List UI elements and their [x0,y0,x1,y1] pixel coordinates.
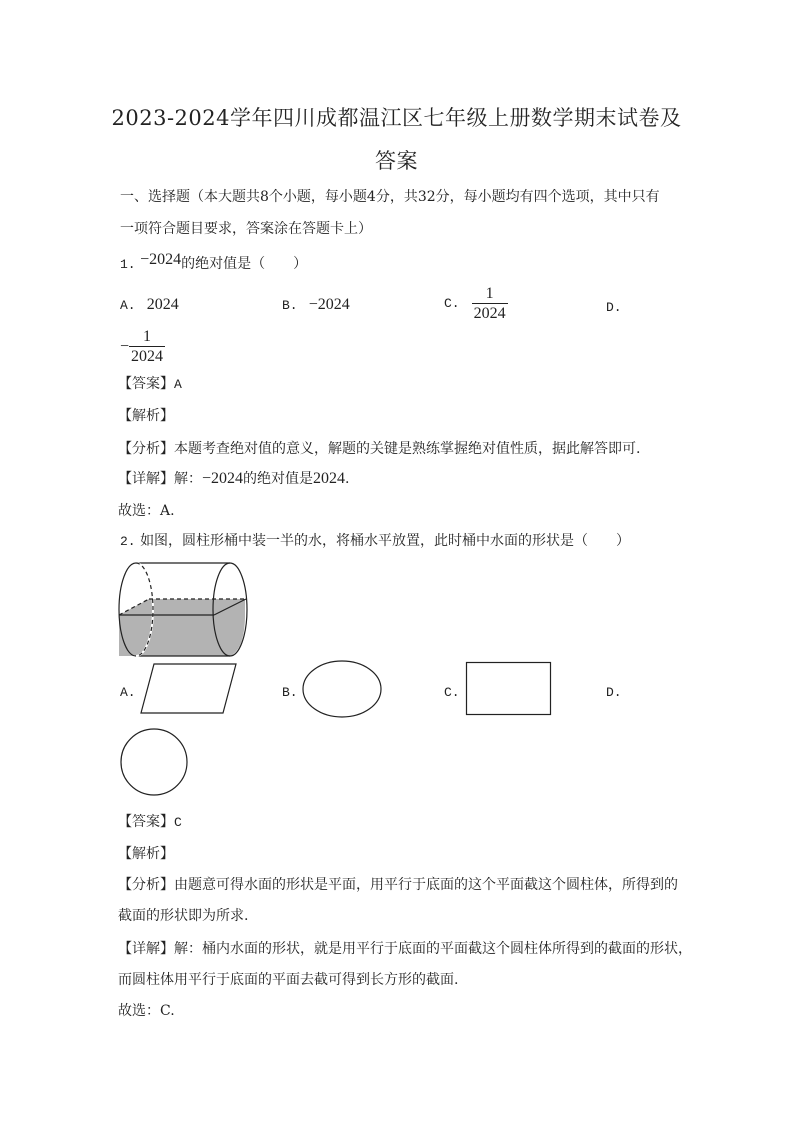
option-a [120,294,179,314]
question-1-stem [120,253,307,273]
q1-fenxi [118,438,640,458]
parallelogram-shape [138,662,238,716]
option-label: A. [120,298,136,313]
cylinder-figure [116,560,252,660]
xiangjie-tag: 【详解】 [118,471,174,487]
option-value: 2024 [146,296,179,313]
fenxi-text: 本题考查绝对值的意义，解题的关键是熟练掌握绝对值性质，据此解答即可. [174,441,641,457]
fenxi-tag: 【分析】 [118,877,174,893]
numerator: 1 [143,328,152,345]
q2-xiangjie-line1 [118,938,692,958]
option-c [444,284,508,323]
option-label: B. [282,298,298,313]
option-value: −2024 [308,296,350,313]
option-label: D. [606,300,622,315]
option-d-value [120,327,165,366]
option-b [282,294,350,314]
q2-analysis-tag: 【解析】 [118,846,174,862]
option-label: B. [282,685,298,700]
q2-answer [118,811,182,831]
q1-xiangjie [118,468,349,488]
question-text: 如图，圆柱形桶中装一半的水，将桶水平放置，此时桶中水面的形状是（ ） [140,533,631,549]
section-header-line2: 一项符合题目要求，答案涂在答题卡上） [120,221,372,237]
math-expression: −2024 [202,470,244,487]
fraction [472,284,508,323]
fenxi-text: 由题意可得水面的形状是平面，用平行于底面的这个平面截这个圆柱体，所得到的 [174,877,678,893]
numerator: 1 [485,285,494,302]
q2-fenxi-line1 [118,874,678,894]
xiangjie-tag: 【详解】 [118,941,174,957]
answer-tag: 【答案】 [118,814,174,830]
math-expression: −2024 [140,251,182,268]
math-expression: 2024 [313,470,346,487]
answer-value: C [174,815,182,830]
q2-option-d-label [606,681,622,700]
xiangjie-text: . [345,471,350,487]
option-label: D. [606,685,622,700]
q2-option-b-label [282,681,298,700]
fenxi-tag: 【分析】 [118,441,174,457]
q1-answer [118,373,182,393]
answer-tag: 【答案】 [118,376,174,392]
rectangle-shape [465,661,553,717]
denominator: 2024 [473,305,506,322]
document-title-line2: 答案 [375,149,418,173]
xiangjie-text: 解： [174,471,202,487]
question-2-stem [120,530,630,550]
answer-value: A [174,377,182,392]
document-title-line1: 2023-2024学年四川成都温江区七年级上册数学期末试卷及 [111,106,682,130]
question-text: 的绝对值是（ ） [181,256,308,272]
q2-option-a-label [120,681,136,700]
option-label: C. [444,296,460,311]
q1-analysis-tag: 【解析】 [118,408,174,424]
option-label: C. [444,685,460,700]
question-number: 1. [120,257,136,272]
section-header-line1: 一、选择题（本大题共8个小题，每小题4分，共32分，每小题均有四个选项，其中只有 [120,189,660,205]
ellipse-shape [301,659,383,719]
q2-fenxi-line2: 截面的形状即为所求. [118,908,249,924]
option-d-label [606,296,622,315]
fraction [129,327,165,366]
xiangjie-text: 解：桶内水面的形状，就是用平行于底面的平面截这个圆柱体所得到的截面的形状， [174,941,692,957]
xiangjie-text: 的绝对值是 [243,471,314,487]
option-label: A. [120,685,136,700]
question-number: 2. [120,534,136,549]
q1-choose: 故选：A. [118,503,175,519]
circle-shape [118,727,190,797]
q2-option-c-label [444,681,460,700]
q2-choose: 故选：C. [118,1003,175,1019]
denominator: 2024 [131,348,164,365]
minus-sign: − [120,337,130,355]
q2-xiangjie-line2: 而圆柱体用平行于底面的平面去截可得到长方形的截面. [118,972,459,988]
